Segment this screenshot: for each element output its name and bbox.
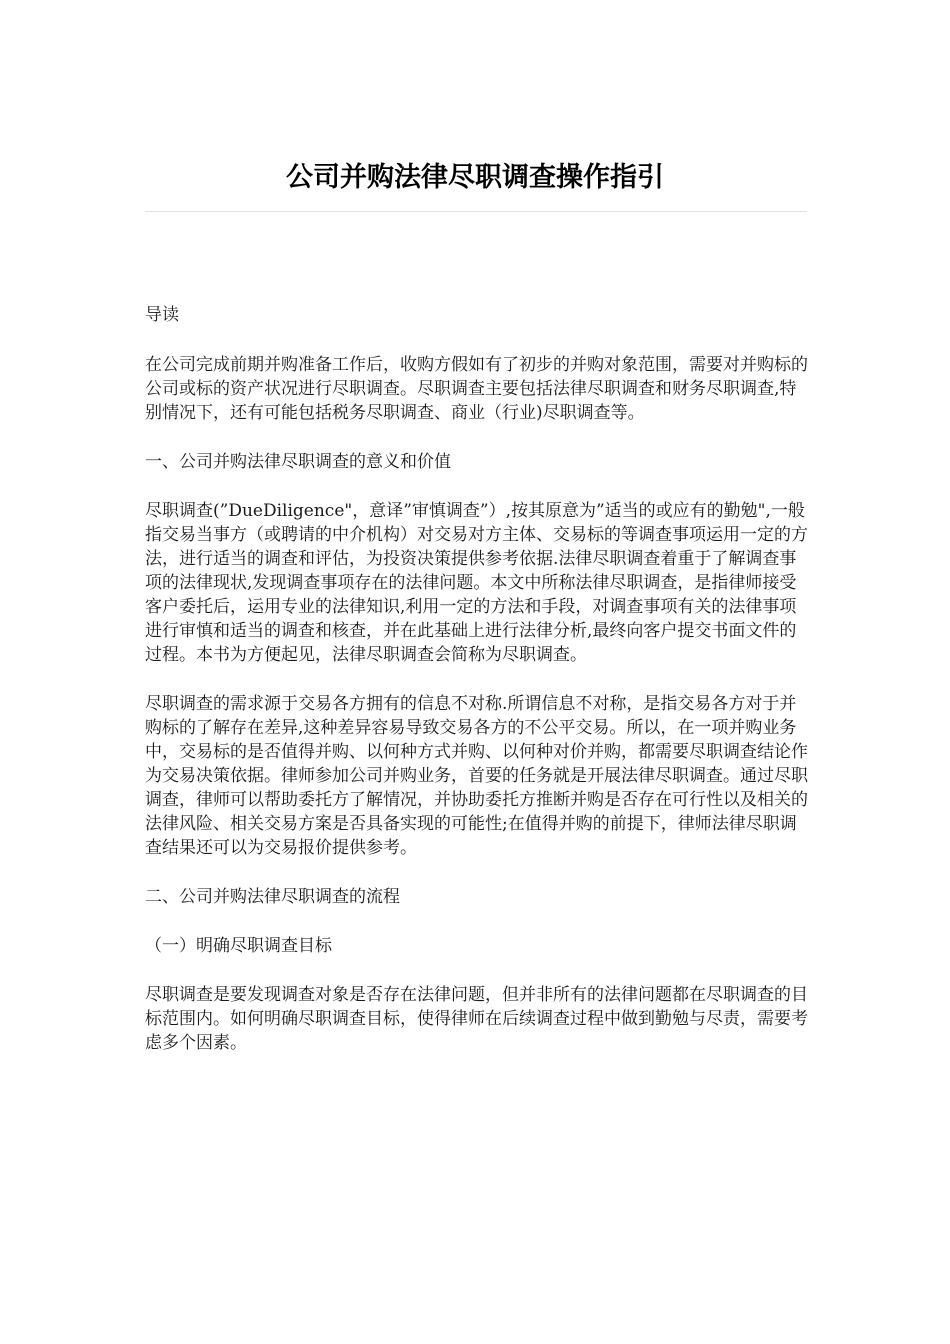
section2-heading: 二、公司并购法律尽职调查的流程 bbox=[145, 887, 400, 907]
document-body bbox=[145, 303, 810, 1055]
section1-paragraph-2: 尽职调查的需求源于交易各方拥有的信息不对称.所谓信息不对称，是指交易各方对于并购标的了解存在差异,这种差异容易导致交易各方的不公平交易。所以，在一项并购业务中，交易标的是否值得并购、以何种方式并购、以何种对价并购，都需要尽职调查结论作为交易决策依据。律师参加公司并购业务，首要的任务就是开展法律尽职调查。通过尽职调查，律师可以帮助委托方了解情况，并协助委托方推断并购是否存在可行性以及相关的法律风险、相关交易方案是否具备实现的可能性;在值得并购的前提下，律师法律尽职调查结果还可以为交易报价提供参考。 bbox=[145, 694, 808, 858]
daodu-label: 导读 bbox=[145, 305, 179, 325]
section1-paragraph-1: 尽职调查(”DueDiligence"，意译”审慎调查”）,按其原意为”适当的或应有的勤勉",一般指交易当事方（或聘请的中介机构）对交易对方主体、交易标的等调查事项运用一定的方法，进行适当的调查和评估，为投资决策提供参考依据.法律尽职调查着重于了解调查事项的法律现状,发现调查事项存在的法律问题。本文中所称法律尽职调查，是指律师接受客户委托后，运用专业的法律知识,利用一定的方法和手段，对调查事项有关的法律事项进行审慎和适当的调查和核查，并在此基础上进行法律分析,最终向客户提交书面文件的过程。本书为方便起见，法律尽职调查会简称为尽职调查。 bbox=[145, 501, 808, 665]
document-title: 公司并购法律尽职调查操作指引 bbox=[286, 162, 664, 193]
section2-paragraph-1: 尽职调查是要发现调查对象是否存在法律问题，但并非所有的法律问题都在尽职调查的目标范围内。如何明确尽职调查目标，使得律师在后续调查过程中做到勤勉与尽责，需要考虑多个因素。 bbox=[145, 985, 808, 1053]
title-divider bbox=[145, 211, 807, 212]
section1-heading: 一、公司并购法律尽职调查的意义和价值 bbox=[145, 452, 451, 472]
intro-paragraph: 在公司完成前期并购准备工作后，收购方假如有了初步的并购对象范围，需要对并购标的公司或标的资产状况进行尽职调查。尽职调查主要包括法律尽职调查和财务尽职调查,特别情况下，还有可能包括税务尽职调查、商业（行业)尽职调查等。 bbox=[145, 355, 808, 423]
section2-subheading-1: （一）明确尽职调查目标 bbox=[145, 936, 332, 956]
